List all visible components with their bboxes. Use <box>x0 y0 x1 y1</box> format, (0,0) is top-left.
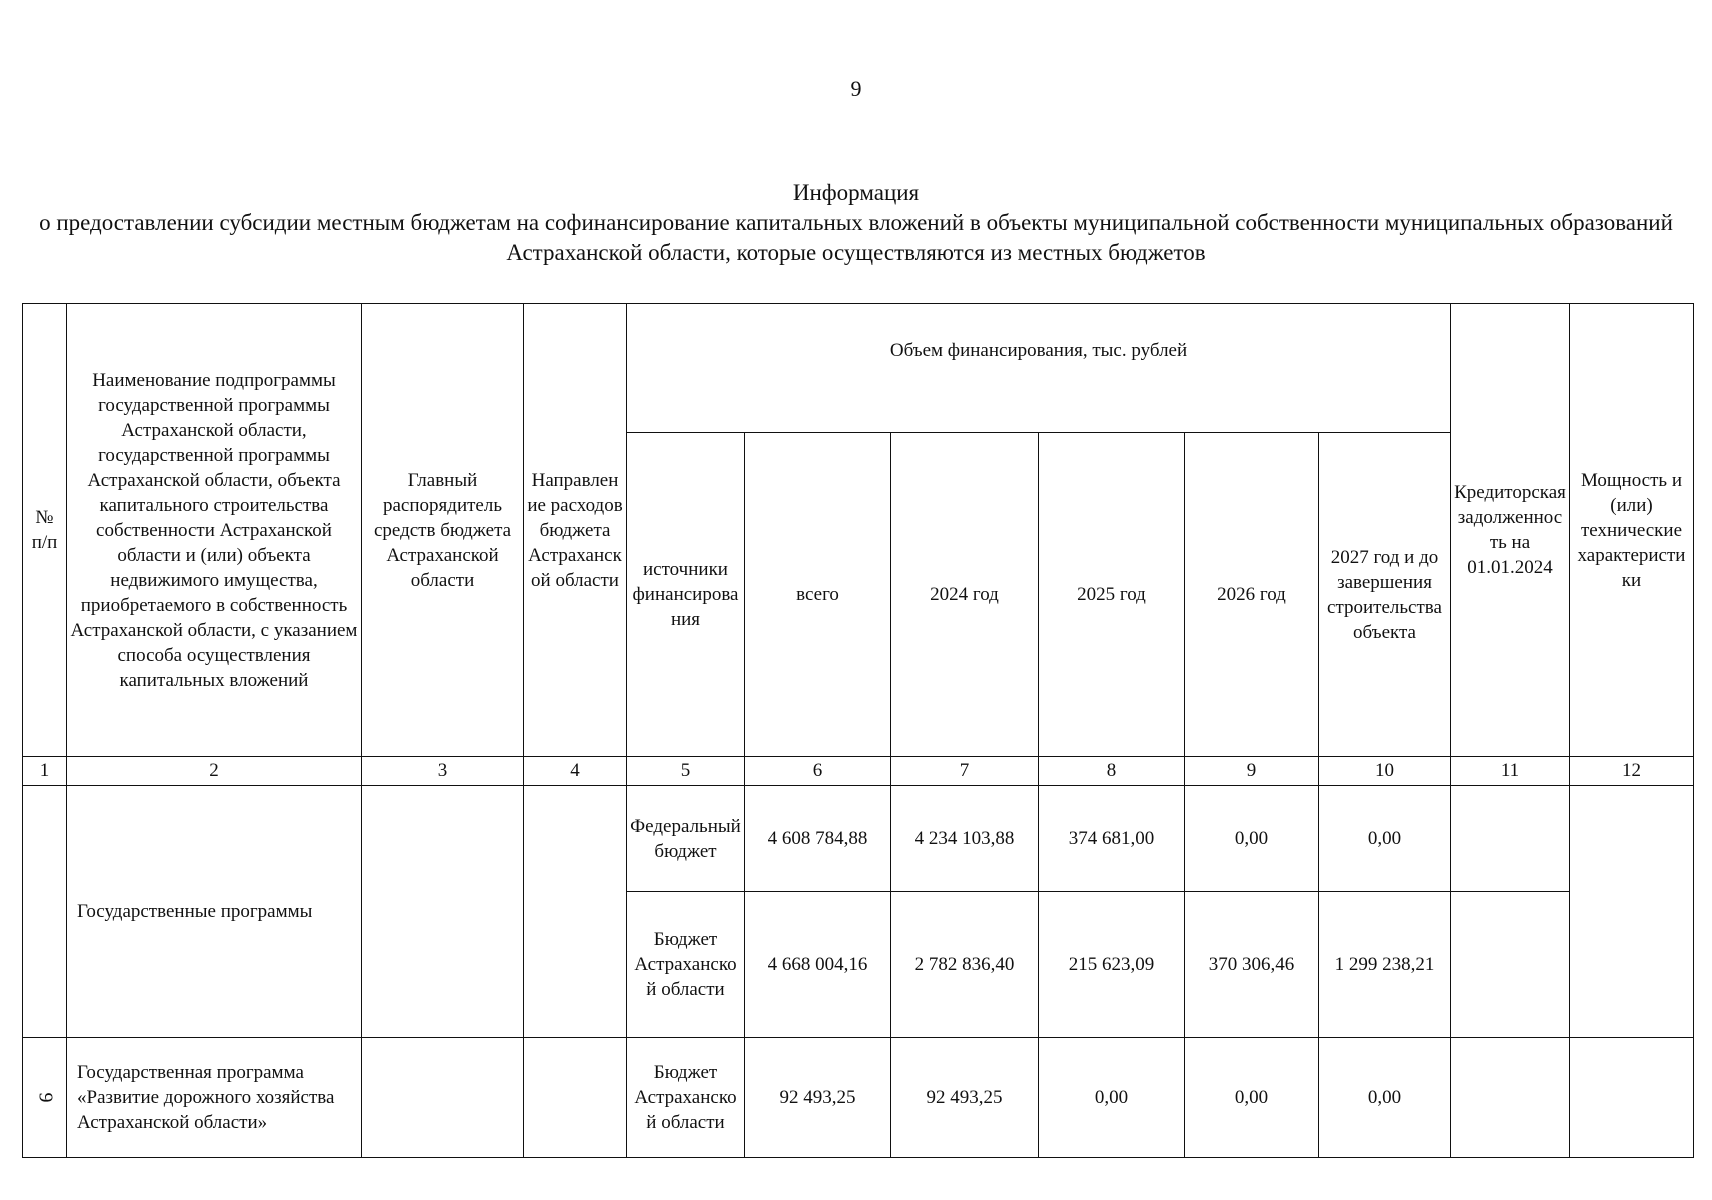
page-number: 9 <box>850 76 862 101</box>
header-creditor-debt: Кредиторская задолженность на 01.01.2024 <box>1451 304 1570 757</box>
column-number: 2 <box>67 757 362 786</box>
header-capacity: Мощность и (или) технические характеристики <box>1570 304 1694 757</box>
column-number-row <box>23 757 1694 786</box>
row-creditor-cell <box>1451 786 1570 892</box>
program-direction-cell <box>524 1038 627 1158</box>
table-row <box>23 1038 1694 1158</box>
column-number: 5 <box>627 757 745 786</box>
header-2025: 2025 год <box>1039 433 1185 757</box>
program-2026: 0,00 <box>1185 1038 1319 1158</box>
row-2026: 0,00 <box>1185 786 1319 892</box>
header-source: источники финансирования <box>627 433 745 757</box>
row-total: 4 608 784,88 <box>745 786 891 892</box>
group-name: Государственные программы <box>67 786 362 1038</box>
program-capacity-cell <box>1570 1038 1694 1158</box>
row-2024: 4 234 103,88 <box>891 786 1039 892</box>
header-2027: 2027 год и до завершения строительства объекта <box>1319 433 1451 757</box>
header-administrator: Главный распорядитель средств бюджета Астраханской области <box>362 304 524 757</box>
group-number-cell <box>23 786 67 1038</box>
program-2027: 0,00 <box>1319 1038 1451 1158</box>
title-subheading: о предоставлении субсидии местным бюджетам на софинансирование капитальных вложений в объекты муниципальной собственности муниципальных образований Астраханской области, которые осуществляются из местных бюджетов <box>39 210 1673 265</box>
row-2027: 1 299 238,21 <box>1319 892 1451 1038</box>
header-number: № п/п <box>23 304 67 757</box>
column-number: 8 <box>1039 757 1185 786</box>
program-administrator-cell <box>362 1038 524 1158</box>
row-total: 4 668 004,16 <box>745 892 891 1038</box>
header-financing-group: Объем финансирования, тыс. рублей <box>627 304 1451 433</box>
group-capacity-cell <box>1570 786 1694 1038</box>
document-title <box>30 178 1682 268</box>
program-total: 92 493,25 <box>745 1038 891 1158</box>
column-number: 4 <box>524 757 627 786</box>
row-source: Бюджет Астраханской области <box>627 892 745 1038</box>
program-2025: 0,00 <box>1039 1038 1185 1158</box>
program-creditor-cell <box>1451 1038 1570 1158</box>
row-2027: 0,00 <box>1319 786 1451 892</box>
program-source: Бюджет Астраханской области <box>627 1038 745 1158</box>
header-2024: 2024 год <box>891 433 1039 757</box>
group-administrator-cell <box>362 786 524 1038</box>
column-number: 3 <box>362 757 524 786</box>
header-name: Наименование подпрограммы государственной программы Астраханской области, государственной программы Астраханской области, объекта капитального строительства собственности Астраханской области и (или) объекта недвижимого имущества, приобретаемого в собственность Астраханской области, с указанием способа осуществления капитальных вложений <box>67 304 362 757</box>
header-total: всего <box>745 433 891 757</box>
column-number: 11 <box>1451 757 1570 786</box>
financing-table <box>22 303 1694 1158</box>
row-2026: 370 306,46 <box>1185 892 1319 1038</box>
program-number-text: 9 <box>34 1092 56 1103</box>
header-2026: 2026 год <box>1185 433 1319 757</box>
program-number <box>23 1038 67 1158</box>
column-number: 10 <box>1319 757 1451 786</box>
row-creditor-cell <box>1451 892 1570 1038</box>
column-number: 12 <box>1570 757 1694 786</box>
row-2025: 374 681,00 <box>1039 786 1185 892</box>
row-2025: 215 623,09 <box>1039 892 1185 1038</box>
column-number: 6 <box>745 757 891 786</box>
row-2024: 2 782 836,40 <box>891 892 1039 1038</box>
column-number: 7 <box>891 757 1039 786</box>
column-number: 9 <box>1185 757 1319 786</box>
column-number: 1 <box>23 757 67 786</box>
group-direction-cell <box>524 786 627 1038</box>
program-name: Государственная программа «Развитие дорожного хозяйства Астраханской области» <box>67 1038 362 1158</box>
title-heading: Информация <box>792 180 920 205</box>
header-expense-direction: Направление расходов бюджета Астраханской области <box>524 304 627 757</box>
table-row <box>23 786 1694 892</box>
program-2024: 92 493,25 <box>891 1038 1039 1158</box>
row-source: Федеральный бюджет <box>627 786 745 892</box>
